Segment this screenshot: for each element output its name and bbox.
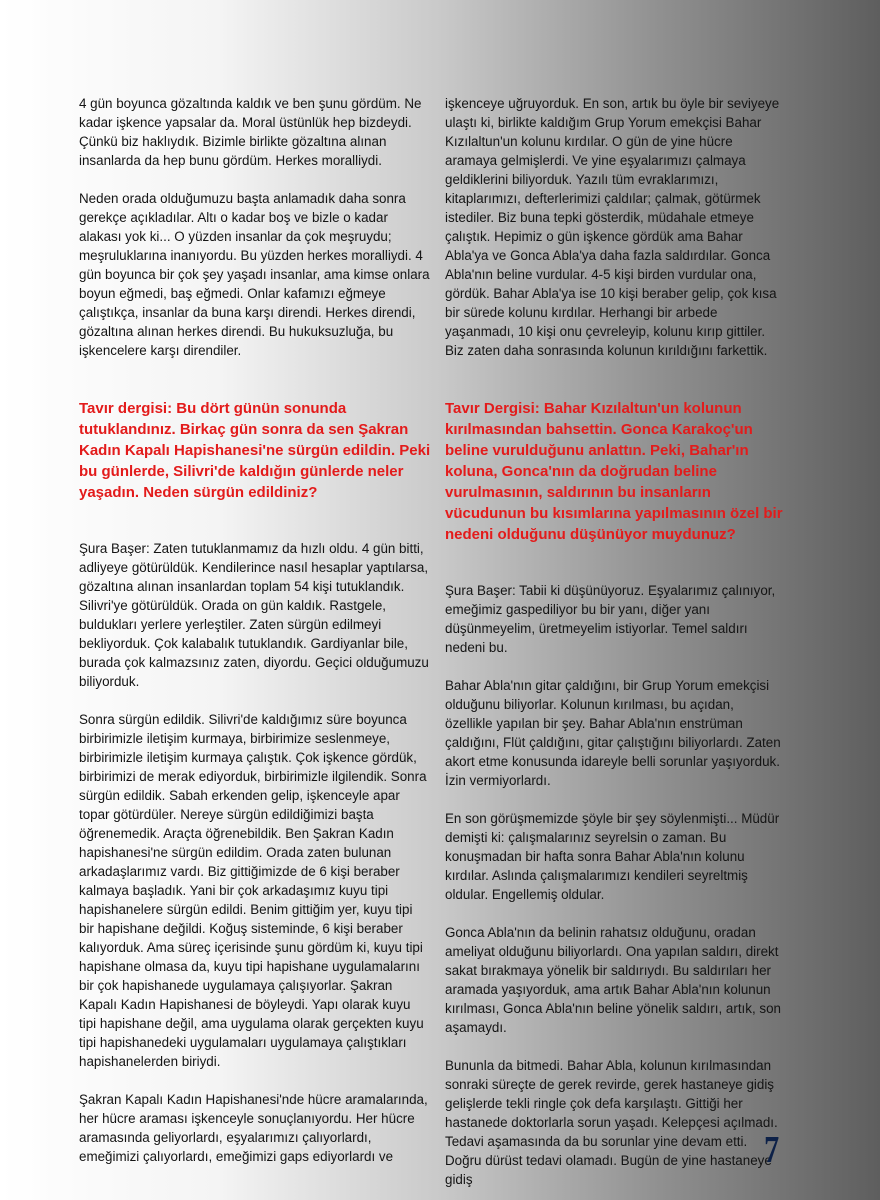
right-paragraph-5: Gonca Abla'nın da belinin rahatsız olduğunu, oradan ameliyat olduğunu biliyorlardı. Ona yapılan saldırı, direkt sakat bırakmaya yönelik bir saldırıydı. Bu saldırıları her aramada yaşıyorduk, ama artık Bahar Abla'nın kolunun kırılması, Gonca Abla'nın beline yönelik saldırı, artık, son aşamaydı. [445, 925, 781, 1035]
right-paragraph-2: Şura Başer: Tabii ki düşünüyoruz. Eşyalarımız çalınıyor, emeğimiz gaspediliyor bu bir yanı, diğer yanı düşünmeyelim, üretmeyelim istiyorlar. Temel saldırı nedeni bu. [445, 583, 776, 655]
left-question: Tavır dergisi: Bu dört günün sonunda tutuklandınız. Birkaç gün sonra da sen Şakran Kadın Kapalı Hapishanesi'ne sürgün edildin. Peki bu günlerde, Silivri'de kaldığın günlerde neler yaşadın. Neden sürgün edildiniz? [79, 400, 431, 501]
right-question: Tavır Dergisi: Bahar Kızılaltun'un kolunun kırılmasından bahsettin. Gonca Karakoç'un beline vurulduğunu anlattın. Peki, Bahar'ın koluna, Gonca'nın da doğrudan beline vurulmasının, saldırının bu insanların vücudunun bu kısımlarına yapılmasının özel bir nedeni olduğunu düşünüyor muydunuz? [445, 400, 783, 543]
right-paragraph-1: işkenceye uğruyorduk. En son, artık bu öyle bir seviyeye ulaştı ki, birlikte kaldığım Grup Yorum emekçisi Bahar Kızılaltun'un kolunu kırdılar. O gün de yine hücre aramaya gelmişlerdi. Ve yine eşyalarımızı çalmaya geldiklerini biliyorduk. Yazılı tüm evraklarımızı, kitaplarımızı, defterlerimizi çaldılar; çalmak, götürmek istediler. Biz buna tepki gösterdik, müdahale etmeye çalıştık. Hepimiz o gün işkence gördük ama Bahar Abla'ya ve Gonca Abla'ya daha fazla saldırdılar. Gonca Abla'nın beline vurdular. 4-5 kişi birden vurdular ona, gördük. Bahar Abla'ya ise 10 kişi beraber gelip, çok kısa bir sürede kolunu kırdılar. Herhangi bir arbede yaşanmadı, 10 kişi onu çevreleyip, kolunu kırıp gittiler. Biz zaten daha sonrasında kolunun kırıldığını farkettik. [445, 96, 780, 358]
right-paragraph-3: Bahar Abla'nın gitar çaldığını, bir Grup Yorum emekçisi olduğunu biliyorlar. Kolunun kırılması, bu açıdan, özellikle yapılan bir şey. Bahar Abla'nın enstrüman çaldığını, Flüt çaldığını, gitar çalıştığını biliyorlardı. Zaten akort etme konusunda idareyle belli sorunlar yaşıyorduk. İzin vermiyorlardı. [445, 678, 781, 788]
left-column [79, 94, 431, 1166]
right-paragraph-6: Bununla da bitmedi. Bahar Abla, kolunun kırılmasından sonraki süreçte de gerek revirde, gerek hastaneye gidiş gelişlerde tekli ringle çok defa karşılaştı. Gittiği her hastanede doktorlarla sorun yaşadı. Kelepçesi açılmadı. Tedavi aşamasında da bu sorunlar yine devam etti. Doğru dürüst tedavi olamadı. Bugün de yine hastaneye gidiş [445, 1058, 778, 1187]
right-column [445, 94, 785, 1189]
page-number: 7 [764, 1129, 780, 1171]
left-paragraph-1: 4 gün boyunca gözaltında kaldık ve ben şunu gördüm. Ne kadar işkence yapsalar da. Moral üstünlük hep bizdeydi. Çünkü biz haklıydık. Bizimle birlikte gözaltına alınan insanlarda da hep bunu gördüm. Herkes moralliydi. [79, 96, 422, 168]
left-paragraph-3: Şura Başer: Zaten tutuklanmamız da hızlı oldu. 4 gün bitti, adliyeye götürüldük. Kendilerince nasıl hesaplar yaptılarsa, gözaltına alınan insanlardan toplam 54 kişi tutuklandık. Silivri'ye götürüldük. Orada on gün kaldık. Rastgele, buldukları yerlere yerleştiler. Zaten sürgün edilmeyi bekliyorduk. Çok kalabalık tutuklandık. Gardiyanlar bile, burada çok kalmazsınız zaten, diyordu. Geçici olduğumuzu biliyorduk. [79, 541, 429, 689]
left-paragraph-5: Şakran Kapalı Kadın Hapishanesi'nde hücre aramalarında, her hücre araması işkenceyle sonuçlanıyordu. Her hücre aramasında geliyorlardı, eşyalarımızı çalıyorlardı, emeğimizi çalıyorlardı, emeğimizi gaps ediyorlardı ve [79, 1092, 428, 1164]
left-paragraph-2: Neden orada olduğumuzu başta anlamadık daha sonra gerekçe açıkladılar. Altı o kadar boş ve bizle o kadar alakası yok ki... O yüzden insanlar da çok meşruydu; meşruluklarına inanıyordu. Bu yüzden herkes moralliydi. 4 gün boyunca bir çok şey yaşadı insanlar, ama kimse onlara boyun eğmedi, baş eğmedi. Onlar kafamızı eğmeye çalıştıkça, insanlar da buna karşı direndi. Herkes direndi, gözaltına alınan herkes direndi. Bu hukuksuzluğa, bu işkencelere karşı direndiler. [79, 191, 430, 358]
right-paragraph-4: En son görüşmemizde şöyle bir şey söylenmişti... Müdür demişti ki: çalışmalarınız seyrelsin o zaman. Bu konuşmadan bir hafta sonra Bahar Abla'nın kolunu kırdılar. Aslında çalışmalarımızı kendileri seyreltmiş oldular. Engellemiş oldular. [445, 811, 780, 902]
left-paragraph-4: Sonra sürgün edildik. Silivri'de kaldığımız süre boyunca birbirimizle iletişim kurmaya, birbirimize seslenmeye, birbirimizle iletişim kurmaya çalıştık. Çok işkence gördük, birbirimizi de merak ediyorduk, birbirimizle ilgilendik. Sonra sürgün edildik. Sabah erkenden gelip, işkenceyle apar topar götürdüler. Nereye sürgün edildiğimizi başta öğrenemedik. Araçta öğrenebildik. Ben Şakran Kadın hapishanesi'ne sürgün edildim. Orada zaten bulunan arkadaşlarımız vardı. Biz gittiğimizde de 6 kişi beraber kalmaya başladık. Yani bir çok arkadaşımız kuyu tipi hapishanelere sürgün edildi. Benim gittiğim yer, kuyu tipi bir hapishane değildi. Koğuş sisteminde, 6 kişi beraber kalıyorduk. Ama süreç içerisinde şunu gördüm ki, kuyu tipi hapishane olmasa da, kuyu tipi hapishane uygulamalarını bir çok hapishanede uygulamaya çalışıyorlar. Şakran Kapalı Kadın Hapishanesi de böyleydi. Yapı olarak kuyu tipi hapishane değil, ama uygulama olarak gerçekten kuyu tipi hapishanedeki uygulamaları uygulamaya çalıştıkları hapishanelerden biriydi. [79, 712, 427, 1069]
